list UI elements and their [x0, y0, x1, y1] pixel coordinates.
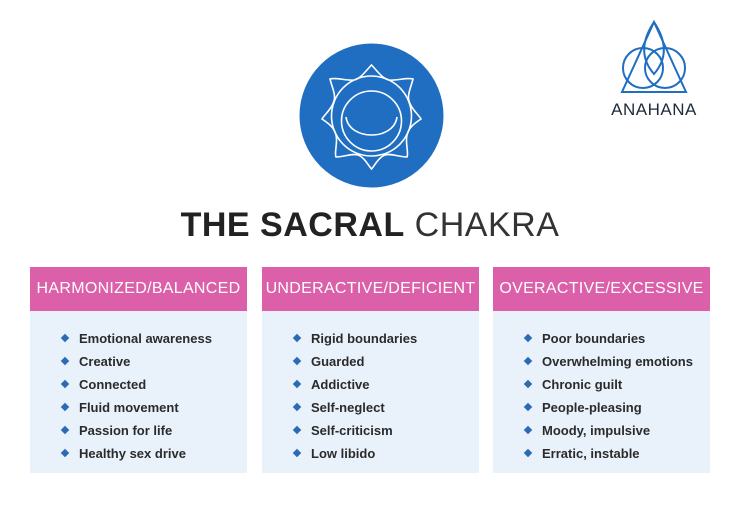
- diamond-bullet-icon: [524, 334, 532, 342]
- list-item: [62, 373, 247, 396]
- item-label: Rigid boundaries: [311, 331, 418, 346]
- item-label: Self-neglect: [311, 400, 385, 415]
- column-heading: OVERACTIVE/EXCESSIVE: [493, 267, 710, 311]
- column-harmonized: [30, 267, 247, 473]
- item-label: People-pleasing: [542, 400, 642, 415]
- column-overactive: [493, 267, 710, 473]
- list-item: [525, 442, 710, 465]
- list-item: [62, 442, 247, 465]
- diamond-bullet-icon: [293, 449, 301, 457]
- brand-logo: [606, 20, 702, 124]
- sacral-chakra-symbol: [299, 43, 444, 188]
- title-bold: THE SACRAL: [180, 206, 405, 244]
- trait-list: [30, 311, 247, 465]
- item-label: Connected: [79, 377, 147, 392]
- diamond-bullet-icon: [524, 403, 532, 411]
- page-title: [0, 206, 740, 245]
- list-item: [294, 396, 479, 419]
- diamond-bullet-icon: [524, 380, 532, 388]
- list-item: [294, 442, 479, 465]
- list-item: [294, 327, 479, 350]
- list-item: [294, 350, 479, 373]
- diamond-bullet-icon: [293, 357, 301, 365]
- diamond-bullet-icon: [293, 403, 301, 411]
- diamond-bullet-icon: [293, 334, 301, 342]
- list-item: [525, 327, 710, 350]
- sacral-chakra-lotus-icon: [299, 43, 444, 188]
- diamond-bullet-icon: [524, 426, 532, 434]
- list-item: [525, 350, 710, 373]
- list-item: [62, 419, 247, 442]
- list-item: [62, 350, 247, 373]
- item-label: Overwhelming emotions: [542, 354, 693, 369]
- list-item: [525, 373, 710, 396]
- list-item: [525, 419, 710, 442]
- item-label: Poor boundaries: [542, 331, 646, 346]
- item-label: Low libido: [311, 446, 376, 461]
- list-item: [62, 396, 247, 419]
- item-label: Emotional awareness: [79, 331, 212, 346]
- item-label: Creative: [79, 354, 131, 369]
- list-item: [294, 419, 479, 442]
- list-item: [525, 396, 710, 419]
- diamond-bullet-icon: [61, 426, 69, 434]
- item-label: Chronic guilt: [542, 377, 623, 392]
- column-heading: HARMONIZED/BALANCED: [30, 267, 247, 311]
- diamond-bullet-icon: [293, 426, 301, 434]
- item-label: Self-criticism: [311, 423, 393, 438]
- list-item: [294, 373, 479, 396]
- list-item: [62, 327, 247, 350]
- diamond-bullet-icon: [61, 357, 69, 365]
- anahana-triangle-logo-icon: [618, 20, 690, 96]
- column-underactive: [262, 267, 479, 473]
- item-label: Passion for life: [79, 423, 173, 438]
- diamond-bullet-icon: [61, 334, 69, 342]
- diamond-bullet-icon: [524, 357, 532, 365]
- diamond-bullet-icon: [61, 380, 69, 388]
- diamond-bullet-icon: [524, 449, 532, 457]
- item-label: Erratic, instable: [542, 446, 640, 461]
- title-light: CHAKRA: [414, 206, 560, 244]
- brand-name: ANAHANA: [611, 100, 697, 119]
- item-label: Healthy sex drive: [79, 446, 186, 461]
- diamond-bullet-icon: [293, 380, 301, 388]
- diamond-bullet-icon: [61, 403, 69, 411]
- item-label: Fluid movement: [79, 400, 179, 415]
- item-label: Addictive: [311, 377, 370, 392]
- trait-list: [262, 311, 479, 465]
- trait-list: [493, 311, 710, 465]
- column-heading: UNDERACTIVE/DEFICIENT: [262, 267, 479, 311]
- diamond-bullet-icon: [61, 449, 69, 457]
- item-label: Guarded: [311, 354, 365, 369]
- item-label: Moody, impulsive: [542, 423, 651, 438]
